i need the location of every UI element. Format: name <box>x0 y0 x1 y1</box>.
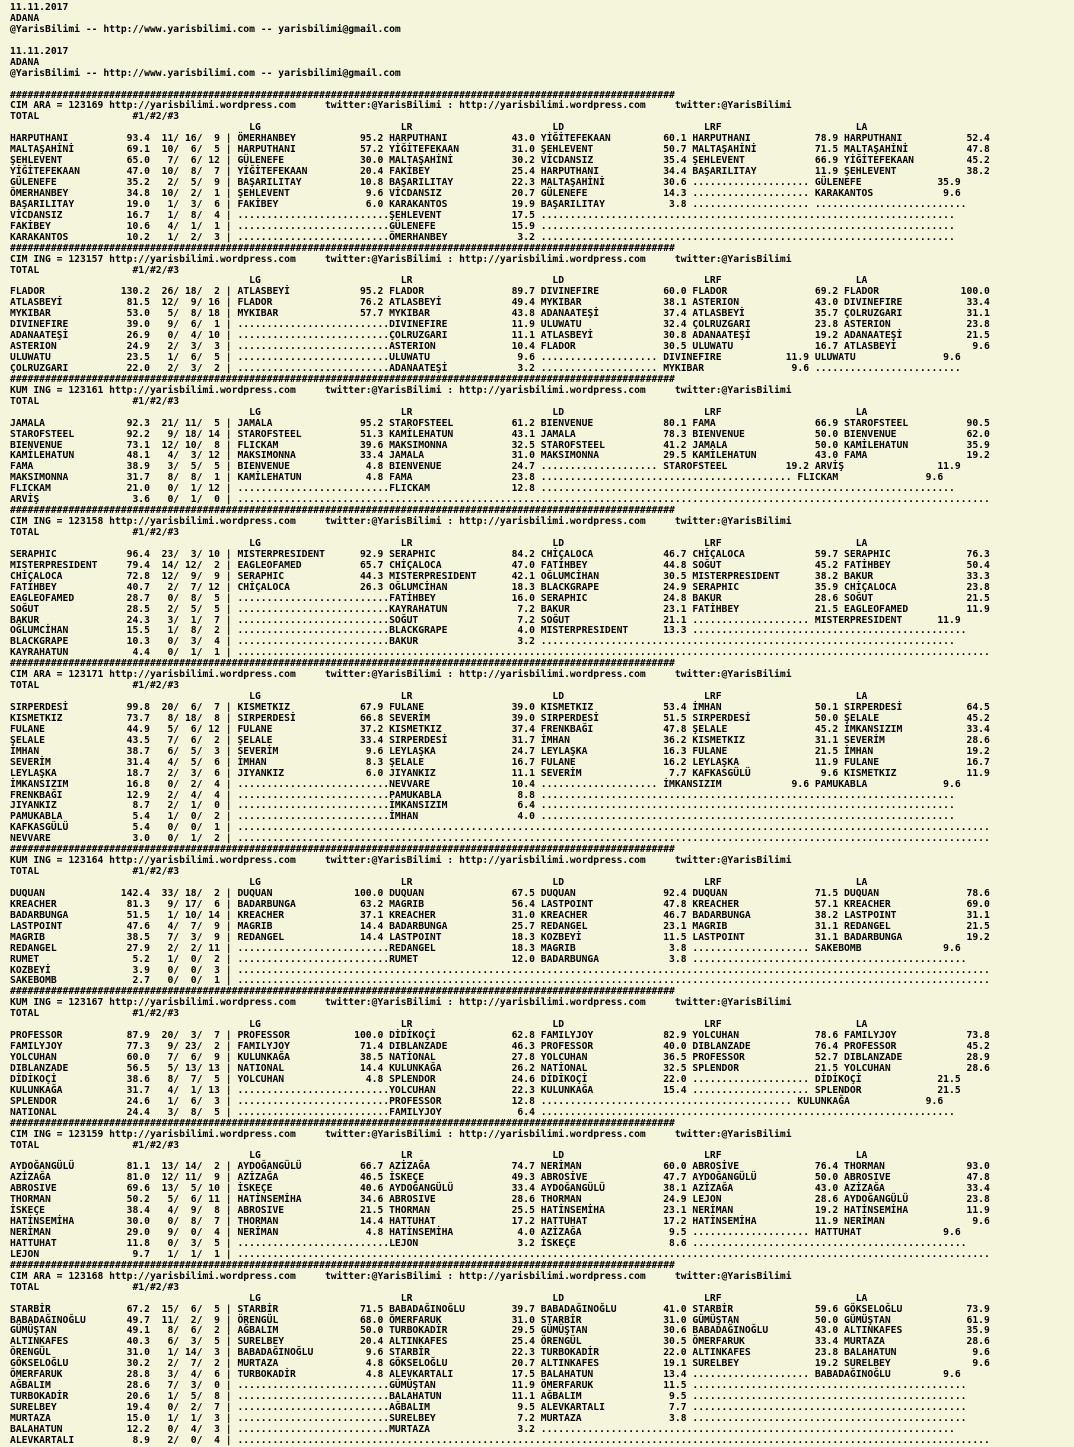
stat-column-headers: LG LR LD LRF LA <box>10 877 868 888</box>
horse-row: ASTERION 24.9 2/ 3/ 3 | ..........................ASTERION 10.4 FLADOR 30.5 ULUWATU 16.7 ATLASBEYİ 9.6 <box>10 341 990 353</box>
horse-row: LEYLAŞKA 18.7 2/ 3/ 6 | JIYANKIZ 6.0 JIYANKIZ 11.1 SEVERİM 7.7 KAFKASGÜLÜ 9.6 KISMETKIZ 11.9 <box>10 767 990 779</box>
horse-row: GÜLENEFE 35.2 2/ 5/ 9 | BAŞARILITAY 10.8 BAŞARILITAY 22.3 MALTAŞAHİNİ 30.6 .................... GÜLENEFE 35.9 <box>10 177 961 188</box>
horse-row: KAMİLEHATUN 48.1 4/ 3/ 12 | MAKSIMONNA 33.4 JAMALA 31.0 MAKSIMONNA 29.5 KAMİLEHATUN 43.0 FAMA 19.2 <box>10 450 990 462</box>
horse-row: PROFESSOR 87.9 20/ 3/ 7 | PROFESSOR 100.0 DİDİKOÇİ 62.8 FAMILYJOY 82.9 YOLCUHAN 78.6 FAMILYJOY 73.8 <box>10 1030 990 1042</box>
horse-row: BADARBUNGA 51.5 1/ 10/ 14 | KREACHER 37.1 KREACHER 31.0 KREACHER 46.7 BADARBUNGA 38.2 LASTPOINT 31.1 <box>10 909 990 921</box>
stat-column-headers: LG LR LD LRF LA <box>10 691 868 703</box>
horse-row: SAKEBOMB 2.7 0/ 0/ 1 | ................................................................................................................................. <box>10 975 990 987</box>
horse-row: MISTERPRESIDENT 79.4 14/ 12/ 2 | EAGLEOFAMED 65.7 CHİÇALOCA 47.0 FATİHBEY 44.8 SOĞUT 45.2 FATİHBEY 50.4 <box>10 559 990 571</box>
horse-row: DUQUAN 142.4 33/ 18/ 2 | DUQUAN 100.0 DUQUAN 67.5 DUQUAN 92.4 DUQUAN 71.5 DUQUAN 78.6 <box>10 887 990 899</box>
horse-row: SPLENDOR 24.6 1/ 6/ 3 | ..........................PROFESSOR 12.8 ........................................... KULUNKAĞA 9.6 <box>10 1095 944 1107</box>
stat-column-headers: LG LR LD LRF LA <box>10 275 868 287</box>
horse-row: LASTPOINT 47.6 4/ 7/ 9 | MAGRIB 14.4 BADARBUNGA 25.7 REDANGEL 23.1 MAGRIB 31.1 REDANGEL 21.5 <box>10 920 990 932</box>
blank-line <box>10 35 16 46</box>
horse-row: İMKANSIZIM 16.8 0/ 2/ 4 | ..........................NEVVARE 10.4 .................... İMKANSIZIM 9.6 PAMUKABLA 9.6 <box>10 778 961 790</box>
horse-row: MAKSIMONNA 31.7 8/ 8/ 1 | KAMİLEHATUN 4.8 FAMA 23.8 ........................................... FLICKAM 9.6 <box>10 472 944 484</box>
section-separator: ################################################################################################################## <box>10 505 675 517</box>
horse-row: ALEVKARTALI 8.9 2/ 0/ 4 | ................................................................................................................................. <box>10 1434 990 1446</box>
total-subheader: TOTAL #1/#2/#3 <box>10 866 180 878</box>
race-header: KUM ING = 123167 http://yarisbilimi.wordpress.com twitter:@YarisBilimi : http://yarisbilimi.wordpress.com twitter:@YarisBilimi <box>10 997 792 1009</box>
horse-row: MALTAŞAHİNİ 69.1 10/ 6/ 5 | HARPUTHANI 57.2 YİĞİTEFEKAAN 31.0 ŞEHLEVENT 50.7 MALTAŞAHİNİ 71.5 MALTAŞAHİNİ 47.8 <box>10 144 990 156</box>
stat-column-headers: LG LR LD LRF LA <box>10 1019 868 1031</box>
horse-row: KAYRAHATUN 4.4 0/ 1/ 1 | ................................................................................................................................. <box>10 647 990 659</box>
horse-row: ALTINKAFES 40.3 6/ 3/ 5 | SURELBEY 20.4 ALTINKAFES 25.4 ÖRENGÜL 30.5 ÖMERFARUK 33.4 MURTAZA 28.6 <box>10 1336 990 1348</box>
horse-row: REDANGEL 27.9 2/ 2/ 11 | ..........................REDANGEL 18.3 MAGRIB 3.8 .................... SAKEBOMB 9.6 <box>10 942 961 954</box>
horse-row: FAMILYJOY 77.3 9/ 23/ 2 | FAMILYJOY 71.4 DIBLANZADE 46.3 PROFESSOR 40.0 DIBLANZADE 76.4 PROFESSOR 45.2 <box>10 1041 990 1053</box>
horse-row: KOZBEYİ 3.9 0/ 0/ 3 | ................................................................................................................................. <box>10 964 990 976</box>
race-header: CIM ARA = 123168 http://yarisbilimi.wordpress.com twitter:@YarisBilimi : http://yarisbilimi.wordpress.com twitter:@YarisBilimi <box>10 1270 792 1282</box>
horse-row: BAKUR 24.3 3/ 1/ 7 | ..........................SOĞUT 7.2 SOĞUT 21.1 .................... MISTERPRESIDENT 11.9 <box>10 614 961 626</box>
horse-row: AĞBALIM 28.6 7/ 3/ 0 | ..........................GÜMÜŞTAN 11.9 ÖMERFARUK 11.5 ............................................... <box>10 1380 967 1392</box>
horse-row: FAKİBEY 10.6 4/ 1/ 1 | ..........................GÜLENEFE 15.9 ....................................................................... <box>10 220 955 232</box>
horse-row: THORMAN 50.2 5/ 6/ 11 | HATİNSEMİHA 34.6 ABROSIVE 28.6 THORMAN 24.9 LEJON 28.6 AYDOĞANGÜLÜ 23.8 <box>10 1194 990 1206</box>
total-subheader: TOTAL #1/#2/#3 <box>10 1281 180 1293</box>
horse-row: OĞLUMCİHAN 15.5 1/ 8/ 2 | ..........................BLACKGRAPE 4.0 MISTERPRESIDENT 13.3 ............................................... <box>10 625 967 637</box>
horse-row: ŞELALE 43.5 7/ 6/ 2 | ŞELALE 33.4 SIRPERDESİ 31.7 İMHAN 36.2 KISMETKIZ 31.1 SEVERİM 28.6 <box>10 734 990 746</box>
stat-column-headers: LG LR LD LRF LA <box>10 537 868 549</box>
header-contact: @YarisBilimi -- http://www.yarisbilimi.com -- yarisbilimi@gmail.com <box>10 23 401 35</box>
horse-row: HATİNSEMİHA 30.0 0/ 8/ 7 | THORMAN 14.4 HATTUHAT 17.2 HATTUHAT 17.2 HATİNSEMİHA 11.9 NERİMAN 9.6 <box>10 1216 990 1228</box>
horse-row: VİCDANSIZ 16.7 1/ 8/ 4 | ..........................ŞEHLEVENT 17.5 ....................................................................... <box>10 209 955 221</box>
horse-row: SERAPHIC 96.4 23/ 3/ 10 | MISTERPRESIDENT 92.9 SERAPHIC 84.2 CHİÇALOCA 46.7 CHİÇALOCA 59.7 SERAPHIC 76.3 <box>10 548 990 560</box>
stat-column-headers: LG LR LD LRF LA <box>10 1292 868 1304</box>
blank-line <box>10 79 16 90</box>
horse-row: LEJON 9.7 1/ 1/ 1 | ................................................................................................................................. <box>10 1248 990 1260</box>
section-separator: ################################################################################################################## <box>10 373 675 385</box>
horse-row: KISMETKIZ 73.7 8/ 18/ 8 | SIRPERDESİ 66.8 SEVERİM 39.0 SIRPERDESİ 51.5 SIRPERDESİ 50.0 ŞELALE 45.2 <box>10 712 990 724</box>
horse-row: MYKIBAR 53.0 5/ 8/ 18 | MYKIBAR 57.7 MYKIBAR 43.8 ADANAATEŞİ 37.4 ATLASBEYİ 35.7 ÇOLRUZGARI 31.1 <box>10 308 990 320</box>
horse-row: FULANE 44.9 5/ 6/ 12 | FULANE 37.2 KISMETKIZ 37.4 FRENKBAĞI 47.8 ŞELALE 45.2 İMKANSIZIM 33.4 <box>10 723 990 735</box>
total-subheader: TOTAL #1/#2/#3 <box>10 111 180 123</box>
horse-row: FLADOR 130.2 26/ 18/ 2 | ATLASBEYİ 95.2 FLADOR 89.7 DIVINEFIRE 60.0 FLADOR 69.2 FLADOR 100.0 <box>10 286 990 298</box>
total-subheader: TOTAL #1/#2/#3 <box>10 264 180 276</box>
horse-row: KULUNKAĞA 31.7 4/ 1/ 13 | ..........................YOLCUHAN 22.3 KULUNKAĞA 15.4 .................... SPLENDOR 21.5 <box>10 1084 961 1096</box>
race-header: CIM ARA = 123169 http://yarisbilimi.wordpress.com twitter:@YarisBilimi : http://yarisbilimi.wordpress.com twitter:@YarisBilimi <box>10 100 792 112</box>
section-separator: ################################################################################################################## <box>10 986 675 998</box>
horse-row: NEVVARE 3.0 0/ 1/ 2 | ................................................................................................................................. <box>10 833 990 845</box>
race-header: KUM ING = 123164 http://yarisbilimi.wordpress.com twitter:@YarisBilimi : http://yarisbilimi.wordpress.com twitter:@YarisBilimi <box>10 855 792 867</box>
header-city: ADANA <box>10 12 40 24</box>
horse-row: BAŞARILITAY 19.0 1/ 3/ 6 | FAKİBEY 6.0 KARAKANTOS 19.9 BAŞARILITAY 3.8 .................... .......................... <box>10 198 967 210</box>
header-contact: @YarisBilimi -- http://www.yarisbilimi.com -- yarisbilimi@gmail.com <box>10 67 401 79</box>
horse-row: STAROFSTEEL 92.2 9/ 18/ 14 | STAROFSTEEL 51.3 KAMİLEHATUN 43.1 JAMALA 78.3 BIENVENUE 50.0 BIENVENUE 62.0 <box>10 428 990 440</box>
horse-row: BABADAĞINOĞLU 49.7 11/ 2/ 9 | ÖRENGÜL 68.0 ÖMERFARUK 31.0 STARBİR 31.0 GÜMÜŞTAN 50.0 GÜMÜŞTAN 61.9 <box>10 1314 990 1326</box>
race-statistics-document <box>10 3 990 1447</box>
total-subheader: TOTAL #1/#2/#3 <box>10 527 180 538</box>
horse-row: MURTAZA 15.0 1/ 1/ 3 | ..........................SURELBEY 7.2 MURTAZA 3.8 ............................................... <box>10 1412 967 1424</box>
horse-row: SEVERİM 31.4 4/ 5/ 6 | İMHAN 8.3 ŞELALE 16.7 FULANE 16.2 LEYLAŞKA 11.9 FULANE 16.7 <box>10 756 990 768</box>
horse-row: İSKEÇE 38.4 4/ 9/ 8 | ABROSIVE 21.5 THORMAN 25.5 HATİNSEMİHA 23.1 NERİMAN 19.2 HATİNSEMİHA 11.9 <box>10 1205 990 1217</box>
race-header: CIM ARA = 123171 http://yarisbilimi.wordpress.com twitter:@YarisBilimi : http://yarisbilimi.wordpress.com twitter:@YarisBilimi <box>10 669 792 681</box>
section-separator: ################################################################################################################## <box>10 658 675 670</box>
horse-row: ULUWATU 23.5 1/ 6/ 5 | ..........................ULUWATU 9.6 .................... DIVINEFIRE 11.9 ULUWATU 9.6 <box>10 352 961 363</box>
horse-row: MAGRIB 38.5 7/ 3/ 9 | REDANGEL 14.4 LASTPOINT 18.3 KOZBEYİ 11.5 LASTPOINT 31.1 BADARBUNGA 19.2 <box>10 931 990 943</box>
horse-row: BLACKGRAPE 10.3 0/ 3/ 4 | ..........................BAKUR 3.2 ....................................................................... <box>10 636 955 648</box>
section-separator: ################################################################################################################## <box>10 1259 675 1271</box>
horse-row: ATLASBEYİ 81.5 12/ 9/ 16 | FLADOR 76.2 ATLASBEYİ 49.4 MYKIBAR 38.1 ASTERION 43.0 DIVINEFIRE 33.4 <box>10 297 990 309</box>
horse-row: ÖMERHANBEY 34.8 10/ 2/ 1 | ŞEHLEVENT 9.6 VİCDANSIZ 20.7 GÜLENEFE 14.3 .................... KARAKANTOS 9.6 <box>10 187 961 199</box>
section-separator: ################################################################################################################## <box>10 1117 675 1129</box>
header-date: 11.11.2017 <box>10 45 69 57</box>
horse-row: DIBLANZADE 56.5 5/ 13/ 13 | NATIONAL 14.4 KULUNKAĞA 26.2 NATİONAL 32.5 SPLENDOR 21.5 YOLCUHAN 28.6 <box>10 1062 990 1074</box>
horse-row: SIRPERDESİ 99.8 20/ 6/ 7 | KISMETKIZ 67.9 FULANE 39.0 KISMETKIZ 53.4 İMHAN 50.1 SIRPERDESİ 64.5 <box>10 702 990 713</box>
horse-row: FAMA 38.9 3/ 5/ 5 | BIENVENUE 4.8 BIENVENUE 24.7 .................... STAROFSTEEL 19.2 ARVİŞ 11.9 <box>10 461 961 473</box>
horse-row: BALAHATUN 12.2 0/ 4/ 3 | ..........................MURTAZA 3.2 ....................................................................... <box>10 1423 955 1435</box>
horse-row: CHİÇALOCA 72.8 12/ 9/ 9 | SERAPHIC 44.3 MISTERPRESIDENT 42.1 OĞLUMCİHAN 30.5 MISTERPRESIDENT 38.2 BAKUR 33.3 <box>10 570 990 582</box>
horse-row: NERİMAN 29.0 9/ 0/ 4 | NERİMAN 4.8 HATİNSEMİHA 4.0 AZİZAĞA 9.5 .................... HATTUHAT 9.6 <box>10 1227 961 1238</box>
horse-row: RUMET 5.2 1/ 0/ 2 | ..........................RUMET 12.0 BADARBUNGA 3.8 ............................................... <box>10 953 967 965</box>
horse-row: NATIONAL 24.4 3/ 8/ 5 | ..........................FAMILYJOY 6.4 ....................................................................... <box>10 1106 955 1118</box>
total-subheader: TOTAL #1/#2/#3 <box>10 1008 180 1020</box>
horse-row: ŞEHLEVENT 65.0 7/ 6/ 12 | GÜLENEFE 30.0 MALTAŞAHİNİ 30.2 VİCDANSIZ 35.4 ŞEHLEVENT 66.9 YİĞİTEFEKAAN 45.2 <box>10 155 990 167</box>
total-subheader: TOTAL #1/#2/#3 <box>10 1139 180 1151</box>
horse-row: GÖKSELOĞLU 30.2 2/ 7/ 2 | MURTAZA 4.8 GÖKSELOĞLU 20.7 ALTINKAFES 19.1 SURELBEY 19.2 SURELBEY 9.6 <box>10 1358 990 1370</box>
horse-row: ADANAATEŞİ 26.9 0/ 4/ 10 | ..........................ÇOLRUZGARI 11.1 ATLASBEYİ 30.8 ADANAATEŞİ 19.2 ADANAATEŞİ 21.5 <box>10 330 990 342</box>
horse-row: JAMALA 92.3 21/ 11/ 5 | JAMALA 95.2 STAROFSTEEL 61.2 BIENVENUE 80.1 FAMA 66.9 STAROFSTEEL 90.5 <box>10 417 990 429</box>
horse-row: ARVİŞ 3.6 0/ 1/ 0 | ................................................................................................................................. <box>10 494 990 506</box>
horse-row: DIVINEFIRE 39.0 9/ 6/ 1 | ..........................DIVINEFIRE 11.9 ULUWATU 32.4 ÇOLRUZGARI 23.8 ASTERION 23.8 <box>10 319 990 331</box>
horse-row: SOĞUT 28.5 2/ 5/ 5 | ..........................KAYRAHATUN 7.2 BAKUR 23.1 FATİHBEY 21.5 EAGLEOFAMED 11.9 <box>10 603 990 615</box>
section-separator: ################################################################################################################## <box>10 242 675 254</box>
horse-row: JIYANKIZ 8.7 2/ 1/ 0 | ..........................İMKANSIZIM 6.4 ....................................................................... <box>10 800 955 812</box>
horse-row: DİDİKOÇİ 38.6 8/ 7/ 5 | YOLCUHAN 4.8 SPLENDOR 24.6 DİDİKOÇİ 22.0 .................... DİDİKOÇİ 21.5 <box>10 1073 961 1085</box>
horse-row: KREACHER 81.3 9/ 17/ 6 | BADARBUNGA 63.2 MAGRIB 56.4 LASTPOINT 47.8 KREACHER 57.1 KREACHER 69.0 <box>10 898 990 910</box>
horse-row: AZİZAĞA 81.0 12/ 11/ 9 | AZİZAĞA 46.5 İSKEÇE 49.3 ABROSİVE 47.7 AYDOĞANGÜLÜ 50.0 ABROSIVE 47.8 <box>10 1172 990 1184</box>
section-separator: ################################################################################################################## <box>10 89 675 101</box>
horse-row: HATTUHAT 11.8 0/ 3/ 5 | ..........................LEJON 3.2 İSKEÇE 8.6 ............................................... <box>10 1237 967 1249</box>
horse-row: FATİHBEY 40.7 2/ 7/ 12 | CHİÇALOCA 26.3 OĞLUMCİHAN 18.3 BLACKGRAPE 24.9 SERAPHIC 35.9 CHİÇALOCA 23.8 <box>10 581 990 593</box>
total-subheader: TOTAL #1/#2/#3 <box>10 680 180 692</box>
horse-row: ÖRENGÜL 31.0 1/ 14/ 3 | BABADAĞINOĞLU 9.6 STARBİR 22.3 TURBOKADİR 22.0 ALTINKAFES 23.8 BALAHATUN 9.6 <box>10 1347 990 1359</box>
horse-row: İMHAN 38.7 6/ 5/ 3 | SEVERİM 9.6 LEYLAŞKA 24.7 LEYLAŞKA 16.3 FULANE 21.5 İMHAN 19.2 <box>10 745 990 757</box>
horse-row: STARBİR 67.2 15/ 6/ 5 | STARBİR 71.5 BABADAĞINOĞLU 39.7 BABADAĞINOĞLU 41.0 STARBİR 59.6 GÖKSELOĞLU 73.9 <box>10 1303 990 1315</box>
horse-row: ÇOLRUZGARI 22.0 2/ 3/ 2 | ..........................ADANAATEŞİ 3.2 .................... MYKIBAR 9.6 ......................... <box>10 362 961 374</box>
horse-row: EAGLEOFAMED 28.7 0/ 8/ 5 | ..........................FATİHBEY 16.0 SERAPHIC 24.8 BAKUR 28.6 SOĞUT 21.5 <box>10 592 990 604</box>
horse-row: AYDOĞANGÜLÜ 81.1 13/ 14/ 2 | AYDOĞANGÜLÜ 66.7 AZİZAĞA 74.7 NERİMAN 60.0 ABROSİVE 76.4 THORMAN 93.0 <box>10 1161 990 1173</box>
horse-row: KARAKANTOS 10.2 1/ 2/ 3 | ..........................ÖMERHANBEY 3.2 ....................................................................... <box>10 231 955 243</box>
horse-row: GÜMÜŞTAN 49.1 8/ 6/ 2 | AĞBALIM 50.0 TURBOKADİR 29.5 GÜMÜŞTAN 30.6 BABADAĞINOĞLU 43.0 ALTINKAFES 35.9 <box>10 1325 990 1337</box>
horse-row: HARPUTHANI 93.4 11/ 16/ 9 | ÖMERHANBEY 95.2 HARPUTHANI 43.0 YİĞİTEFEKAAN 60.1 HARPUTHANI 78.9 HARPUTHANI 52.4 <box>10 133 990 145</box>
horse-row: BIENVENUE 73.1 12/ 10/ 8 | FLICKAM 39.6 MAKSIMONNA 32.5 STAROFSTEEL 41.2 JAMALA 50.0 KAMİLEHATUN 35.9 <box>10 439 990 451</box>
race-header: KUM ING = 123161 http://yarisbilimi.wordpress.com twitter:@YarisBilimi : http://yarisbilimi.wordpress.com twitter:@YarisBilimi <box>10 384 792 396</box>
horse-row: KAFKASGÜLÜ 5.4 0/ 0/ 1 | ................................................................................................................................. <box>10 822 990 834</box>
horse-row: YOLCUHAN 60.0 7/ 6/ 9 | KULUNKAĞA 38.5 NATİONAL 27.8 YOLCUHAN 36.5 PROFESSOR 52.7 DIBLANZADE 28.9 <box>10 1052 990 1063</box>
horse-row: SURELBEY 19.4 0/ 2/ 7 | ..........................AĞBALIM 9.5 ALEVKARTALI 7.7 ............................................... <box>10 1402 967 1413</box>
stat-column-headers: LG LR LD LRF LA <box>10 1150 868 1162</box>
section-separator: ################################################################################################################## <box>10 844 675 856</box>
horse-row: TURBOKADİR 20.6 1/ 5/ 8 | ..........................BALAHATUN 11.1 AĞBALIM 9.5 ............................................... <box>10 1391 967 1403</box>
horse-row: FLICKAM 21.0 0/ 1/ 12 | ..........................FLICKAM 12.8 ....................................................................... <box>10 483 955 495</box>
race-header: CIM ING = 123159 http://yarisbilimi.wordpress.com twitter:@YarisBilimi : http://yarisbilimi.wordpress.com twitter:@YarisBilimi <box>10 1128 792 1140</box>
stat-column-headers: LG LR LD LRF LA <box>10 122 868 134</box>
race-header: CIM ING = 123157 http://yarisbilimi.wordpress.com twitter:@YarisBilimi : http://yarisbilimi.wordpress.com twitter:@YarisBilimi <box>10 253 792 265</box>
horse-row: PAMUKABLA 5.4 1/ 0/ 2 | ..........................İMHAN 4.0 ....................................................................... <box>10 811 955 823</box>
horse-row: ABROSIVE 69.6 13/ 5/ 10 | İSKEÇE 40.6 AYDOĞANGÜLÜ 33.4 AYDOĞANGÜLÜ 38.1 AZİZAĞA 43.0 AZİZAĞA 33.4 <box>10 1183 990 1195</box>
horse-row: YİĞİTEFEKAAN 47.0 10/ 8/ 7 | YİĞİTEFEKAAN 20.4 FAKİBEY 25.4 HARPUTHANI 34.4 BAŞARILITAY 11.9 ŞEHLEVENT 38.2 <box>10 166 990 178</box>
horse-row: ÖMERFARUK 28.8 3/ 4/ 6 | TURBOKADİR 4.8 ALEVKARTALI 17.5 BALAHATUN 13.4 .................... BABADAĞINOĞLU 9.6 <box>10 1369 961 1381</box>
race-header: CIM ING = 123158 http://yarisbilimi.wordpress.com twitter:@YarisBilimi : http://yarisbilimi.wordpress.com twitter:@YarisBilimi <box>10 516 792 528</box>
header-date: 11.11.2017 <box>10 2 69 13</box>
total-subheader: TOTAL #1/#2/#3 <box>10 395 180 407</box>
horse-row: FRENKBAĞI 12.9 2/ 4/ 4 | ..........................PAMUKABLA 8.8 ....................................................................... <box>10 789 955 801</box>
stat-column-headers: LG LR LD LRF LA <box>10 406 868 418</box>
header-city: ADANA <box>10 56 40 68</box>
